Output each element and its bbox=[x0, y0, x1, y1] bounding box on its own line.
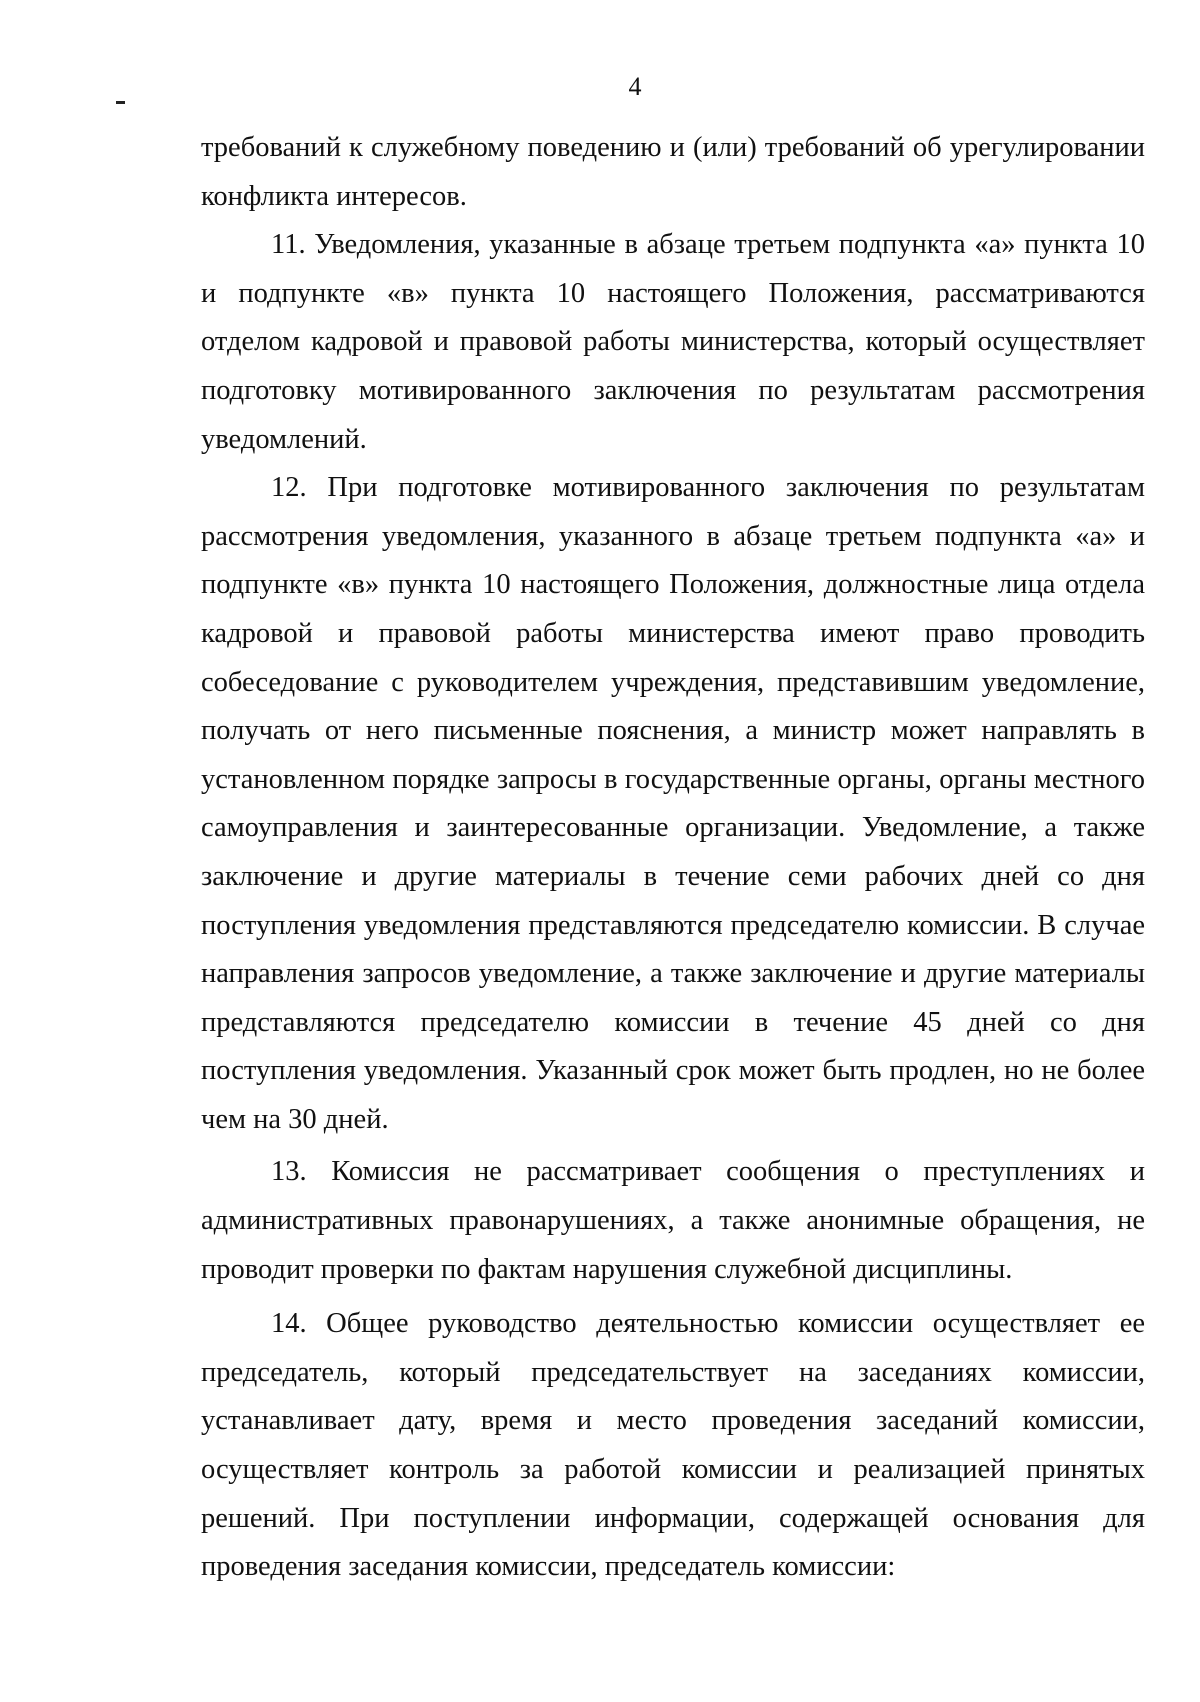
paragraph-continuation: требований к служебному поведению и (или) требований об урегулировании конфликта интересов. bbox=[201, 132, 1145, 212]
paragraph-item-11: 11. Уведомления, указанные в абзаце третьем подпункта «а» пункта 10 и подпункте «в» пункта 10 настоящего Положения, рассматриваются отделом кадровой и правовой работы министерства, который осуществляет подготовку мотивированного заключения по результатам рассмотрения уведомлений. bbox=[201, 229, 1145, 455]
paragraph-item-12: 12. При подготовке мотивированного заключения по результатам рассмотрения уведомления, указанного в абзаце третьем подпункта «а» и подпункте «в» пункта 10 настоящего Положения, должностные лица отдела кадровой и правовой работы министерства имеют право проводить собеседование с руководителем учреждения, представившим уведомление, получать от него письменные пояснения, а министр может направлять в установленном порядке запросы в государственные органы, органы местного самоуправления и заинтересованные организации. Уведомление, а также заключение и другие материалы в течение семи рабочих дней со дня поступления уведомления представляются председателю комиссии. В случае направления запросов уведомление, а также заключение и другие материалы представляются председателю комиссии в течение 45 дней со дня поступления уведомления. Указанный срок может быть продлен, но не более чем на 30 дней. bbox=[201, 472, 1145, 1135]
document-body bbox=[201, 124, 1145, 1592]
page-number: 4 bbox=[628, 72, 642, 101]
paragraph-item-13: 13. Комиссия не рассматривает сообщения о преступлениях и административных правонарушениях, а также анонимные обращения, не проводит проверки по фактам нарушения служебной дисциплины. bbox=[201, 1156, 1145, 1285]
paragraph-item-14: 14. Общее руководство деятельностью комиссии осуществляет ее председатель, который председательствует на заседаниях комиссии, устанавливает дату, время и место проведения заседаний комиссии, осуществляет контроль за работой комиссии и реализацией принятых решений. При поступлении информации, содержащей основания для проведения заседания комиссии, председатель комиссии: bbox=[201, 1308, 1145, 1583]
